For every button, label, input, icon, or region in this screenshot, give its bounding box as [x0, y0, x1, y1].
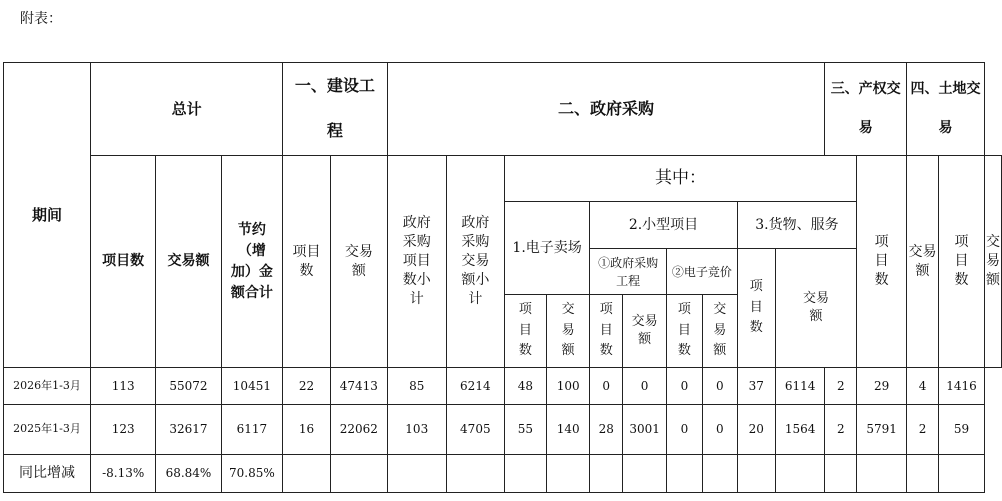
table-row — [4, 368, 1002, 405]
cell: 4 — [907, 368, 939, 405]
header-e-store: 1.电子卖场 — [504, 202, 589, 295]
cell — [857, 455, 907, 493]
cell — [907, 455, 939, 493]
cell: 0 — [702, 405, 737, 455]
cell: 2 — [907, 405, 939, 455]
cell — [939, 455, 985, 493]
cell: 123 — [91, 405, 156, 455]
cell: 0 — [590, 368, 623, 405]
cell: 22062 — [330, 405, 387, 455]
cell: 2 — [825, 368, 857, 405]
summary-table — [3, 62, 1002, 493]
cell: 6214 — [446, 368, 504, 405]
cell: 6117 — [221, 405, 283, 455]
cell — [775, 455, 824, 493]
cell: 85 — [387, 368, 446, 405]
cell: 20 — [737, 405, 775, 455]
header-total: 总计 — [91, 63, 283, 156]
cell: 2 — [825, 405, 857, 455]
cell: -8.13% — [91, 455, 156, 493]
header-goods-amount: 交易额 — [775, 249, 856, 368]
header-land-amount: 交易额 — [985, 156, 1002, 368]
cell: 48 — [504, 368, 546, 405]
header-construction-amount: 交易额 — [330, 156, 387, 368]
cell: 113 — [91, 368, 156, 405]
header-construction-items: 项目数 — [283, 156, 331, 368]
header-e-store-items: 项目数 — [504, 295, 546, 368]
cell — [623, 455, 667, 493]
cell: 55072 — [156, 368, 221, 405]
row-period: 2025年1-3月 — [4, 405, 91, 455]
cell: 68.84% — [156, 455, 221, 493]
cell: 103 — [387, 405, 446, 455]
cell: 10451 — [221, 368, 283, 405]
cell — [283, 455, 331, 493]
cell — [737, 455, 775, 493]
header-bidding-amount: 交易额 — [702, 295, 737, 368]
header-e-bidding: ②电子竞价 — [667, 249, 738, 295]
cell: 22 — [283, 368, 331, 405]
cell — [387, 455, 446, 493]
cell: 55 — [504, 405, 546, 455]
cell: 6114 — [775, 368, 824, 405]
cell — [590, 455, 623, 493]
header-construction: 一、建设工程 — [283, 63, 388, 156]
cell: 29 — [857, 368, 907, 405]
cell: 70.85% — [221, 455, 283, 493]
cell: 47413 — [330, 368, 387, 405]
cell: 37 — [737, 368, 775, 405]
header-goods-items: 项目数 — [737, 249, 775, 368]
header-period: 期间 — [4, 63, 91, 368]
cell: 0 — [667, 368, 703, 405]
header-e-store-amount: 交易额 — [547, 295, 590, 368]
header-property-items: 项目数 — [857, 156, 907, 368]
cell: 140 — [547, 405, 590, 455]
cell: 100 — [547, 368, 590, 405]
header-small-projects: 2.小型项目 — [590, 202, 737, 249]
cell: 1564 — [775, 405, 824, 455]
cell — [504, 455, 546, 493]
cell: 32617 — [156, 405, 221, 455]
cell — [702, 455, 737, 493]
cell — [825, 455, 857, 493]
row-period: 2026年1-3月 — [4, 368, 91, 405]
header-gov-purchase-works: ①政府采购工程 — [590, 249, 667, 295]
header-bidding-items: 项目数 — [667, 295, 703, 368]
table-row — [4, 405, 1002, 455]
header-works-items: 项目数 — [590, 295, 623, 368]
cell — [667, 455, 703, 493]
header-total-items: 项目数 — [91, 156, 156, 368]
caption: 附表： — [20, 11, 62, 27]
cell — [547, 455, 590, 493]
cell: 28 — [590, 405, 623, 455]
cell: 0 — [667, 405, 703, 455]
cell: 16 — [283, 405, 331, 455]
header-land-items: 项目数 — [939, 156, 985, 368]
cell: 3001 — [623, 405, 667, 455]
cell: 0 — [623, 368, 667, 405]
cell: 5791 — [857, 405, 907, 455]
header-gov-amount-subtotal: 政府采购交易额小计 — [446, 156, 504, 368]
table-row — [4, 455, 1002, 493]
header-land: 四、土地交易 — [907, 63, 985, 156]
header-gov-items-subtotal: 政府采购项目数小计 — [387, 156, 446, 368]
header-among-them: 其中： — [504, 156, 856, 202]
cell: 4705 — [446, 405, 504, 455]
header-savings: 节约（增加）金额合计 — [221, 156, 283, 368]
header-total-amount: 交易额 — [156, 156, 221, 368]
cell: 1416 — [939, 368, 985, 405]
cell: 59 — [939, 405, 985, 455]
header-goods-services: 3.货物、服务 — [737, 202, 857, 249]
cell — [446, 455, 504, 493]
header-property: 三、产权交易 — [825, 63, 907, 156]
cell: 0 — [702, 368, 737, 405]
cell — [330, 455, 387, 493]
row-period: 同比增减 — [4, 455, 91, 493]
header-works-amount: 交易额 — [623, 295, 667, 368]
header-property-amount: 交易额 — [907, 156, 939, 368]
header-procurement: 二、政府采购 — [387, 63, 825, 156]
